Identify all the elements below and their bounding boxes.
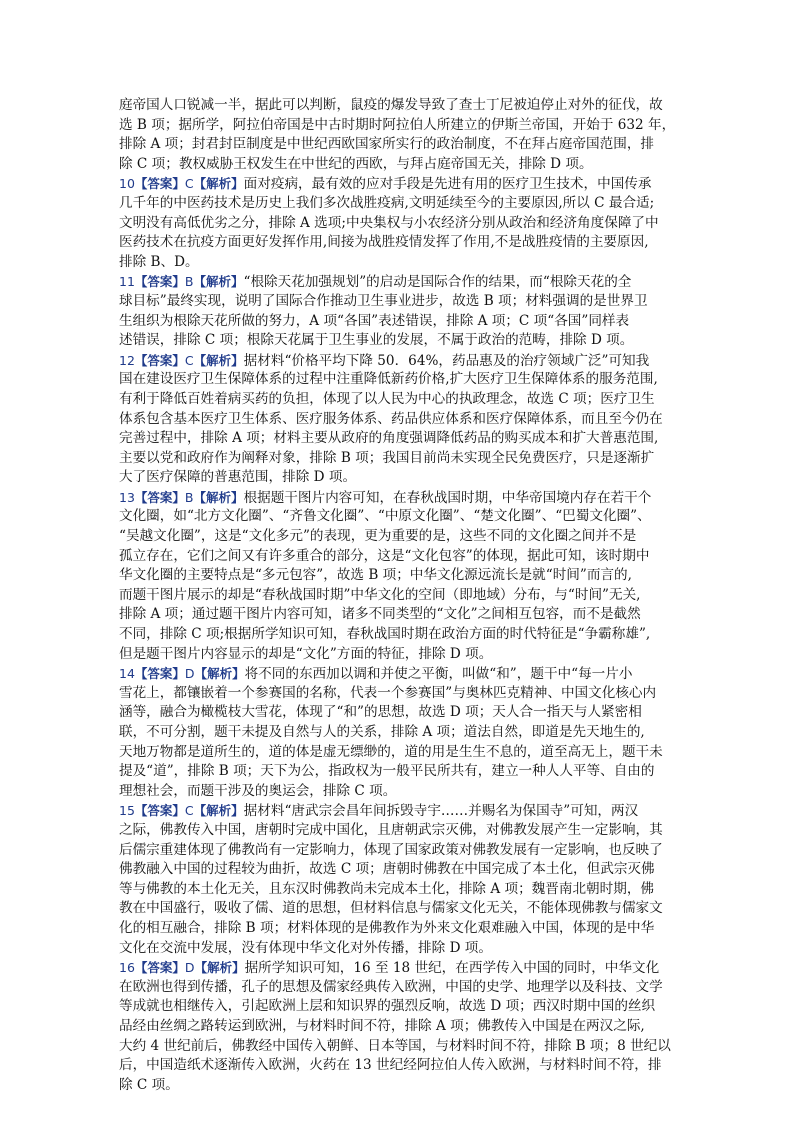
analysis-text: 面对疫病，最有效的应对手段是先进有用的医疗卫生技术，中国传承 xyxy=(243,176,652,193)
text-line: 完善过程中，排除 A 项；材料主要从政府的角度强调降低药品的购买成本和扩大普惠范围, xyxy=(119,430,659,447)
text-line: 有利于降低百姓着病买药的负担，体现了以人民为中心的执政理念，故选 C 项；医疗卫生 xyxy=(119,390,655,407)
question-number: 15 xyxy=(119,803,135,819)
question-number: 11 xyxy=(119,274,135,290)
text-line: 除 C 项。 xyxy=(119,1076,179,1093)
question-number: 14 xyxy=(119,666,135,682)
text-line: 孤立存在，它们之间又有许多重合的部分，这是“文化包容”的体现，据此可知，该时期中 xyxy=(119,547,650,564)
answer-item xyxy=(119,488,679,664)
analysis-tag: 【解析】 xyxy=(193,176,244,192)
text-line: 不同，排除 C 项;根据所学知识可知，春秋战国时期在政治方面的时代特征是“争霸称雄”, xyxy=(119,626,651,643)
question-number: 16 xyxy=(119,960,135,976)
text-line: 主要以党和政府作为阐释对象，排除 B 项；我国目前尚未实现全民免费医疗，只是逐渐扩 xyxy=(119,449,655,466)
analysis-text: 据所学知识可知，16 至 18 世纪，在西学传入中国的同时，中华文化 xyxy=(244,960,660,977)
analysis-tag: 【解析】 xyxy=(193,489,244,505)
text-line: 几千年的中医药技术是历史上我们多次战胜疫病,文明延续至今的主要原因,所以 C 最合适; xyxy=(119,194,655,211)
answer-letter: B xyxy=(184,274,194,290)
text-line: 天地万物都是道所生的，道的体是虚无缥缈的，道的用是生生不息的，道至高无上，题干未 xyxy=(119,743,663,760)
text-line: 后儒宗重建体现了佛教尚有一定影响力，体现了国家政策对佛教发展有一定影响，也反映了 xyxy=(119,841,663,858)
answer-letter: D xyxy=(184,960,195,976)
text-line: 排除 A 项；封君封臣制度是中世纪西欧国家所实行的政治制度，不在拜占庭帝国范围，排 xyxy=(119,136,655,153)
document-page xyxy=(119,96,679,1095)
answer-tag: 【答案】 xyxy=(134,176,185,192)
text-line: 之际，佛教传入中国，唐朝时完成中国化，且唐朝武宗灭佛，对佛教发展产生一定影响，其 xyxy=(119,821,663,838)
answer-item-first-line xyxy=(119,664,679,684)
analysis-text: “根除天花加强规划”的启动是国际合作的结果，而“根除天花的全 xyxy=(243,274,632,291)
text-line: 教在中国盛行，吸收了儒、道的思想，但材料信息与儒家文化无关，不能体现佛教与儒家文 xyxy=(119,900,663,917)
answer-item-first-line xyxy=(119,351,679,371)
text-line: 在欧洲也得到传播，孔子的思想及儒家经典传入欧洲，中国的史学、地理学以及科技、文学 xyxy=(119,978,663,995)
answer-tag: 【答案】 xyxy=(134,803,185,819)
analysis-tag: 【解析】 xyxy=(194,666,245,682)
analysis-text: 根据题干图片内容可知，在春秋战国时期，中华帝国境内存在若干个 xyxy=(243,489,652,506)
intro-paragraph xyxy=(119,96,679,174)
answer-item-first-line xyxy=(119,801,679,821)
text-line: 但是题干图片内容显示的却是“文化”方面的特征，排除 D 项。 xyxy=(119,645,493,662)
text-line: 医药技术在抗疫方面更好发挥作用,间接为战胜疫情发挥了作用,不是战胜疫情的主要原因, xyxy=(119,234,649,251)
answer-tag: 【答案】 xyxy=(134,960,185,976)
question-number: 10 xyxy=(119,176,135,192)
answer-tag: 【答案】 xyxy=(134,666,185,682)
question-number: 12 xyxy=(119,352,135,368)
text-line: 化的相互融合，排除 B 项；材料体现的是佛教作为外来文化艰难融入中国，体现的是中华 xyxy=(119,919,655,936)
answer-item-first-line xyxy=(119,272,679,292)
answer-item xyxy=(119,272,679,350)
analysis-tag: 【解析】 xyxy=(193,352,244,368)
text-line: 述错误，排除 C 项；根除天花属于卫生事业的发展，不属于政治的范畴，排除 D 项。 xyxy=(119,332,634,349)
text-line: 文明没有高低优劣之分，排除 A 选项;中央集权与小农经济分别从政治和经济角度保障了中 xyxy=(119,214,659,231)
text-line: 理想社会，而题干涉及的奥运会，排除 C 项。 xyxy=(119,782,397,799)
analysis-tag: 【解析】 xyxy=(194,960,245,976)
text-line: 文化在交流中发展，没有体现中华文化对外传播，排除 D 项。 xyxy=(119,939,492,956)
answer-item xyxy=(119,351,679,488)
text-line: 除 C 项；教权威胁王权发生在中世纪的西欧，与拜占庭帝国无关，排除 D 项。 xyxy=(119,155,593,172)
analysis-tag: 【解析】 xyxy=(193,274,244,290)
text-line: 等与佛教的本土化无关，且东汉时佛教尚未完成本土化，排除 A 项；魏晋南北朝时期，佛 xyxy=(119,880,655,897)
text-line: 球目标”最终实现，说明了国际合作推动卫生事业进步，故选 B 项；材料强调的是世界卫 xyxy=(119,292,648,309)
answer-letter: C xyxy=(184,176,194,192)
answer-item-first-line xyxy=(119,958,679,978)
question-number: 13 xyxy=(119,489,135,505)
text-line: 庭帝国人口锐减一半，据此可以判断，鼠疫的爆发导致了查士丁尼被迫停止对外的征伐，故 xyxy=(119,97,663,113)
answer-item-first-line xyxy=(119,174,679,194)
analysis-text: 将不同的东西加以调和并使之平衡，叫做“和”，题干中“每一片小 xyxy=(244,666,633,683)
analysis-text: 据材料“价格平均下降 50．64%，药品惠及的治疗领域广泛”可知我 xyxy=(243,352,650,369)
answer-tag: 【答案】 xyxy=(134,352,185,368)
text-line: 联，不可分割，题干未提及自然与人的关系，排除 A 项；道法自然，即道是先天地生的, xyxy=(119,724,645,740)
text-line: 文化圈，如“北方文化圈”、“齐鲁文化圈”、“中原文化圈”、“楚文化圈”、“巴蜀文化圈”、 xyxy=(119,508,651,525)
answer-letter: B xyxy=(184,489,194,505)
text-line: 佛教融入中国的过程较为曲折，故选 C 项；唐朝时佛教在中国完成了本土化，但武宗灭佛 xyxy=(119,861,655,878)
text-line: 而题干图片展示的却是“春秋战国时期”中华文化的空间（即地域）分布，与“时间”无关, xyxy=(119,586,641,603)
answer-letter: D xyxy=(184,666,195,682)
answer-item xyxy=(119,174,679,272)
answer-item-first-line xyxy=(119,488,679,508)
text-line: 等成就也相继传入，引起欧洲上层和知识界的强烈反响，故选 D 项；西汉时期中国的丝织 xyxy=(119,998,656,1015)
analysis-text: 据材料“唐武宗会昌年间拆毁寺宇……并赐名为保国寺”可知，两汉 xyxy=(243,803,639,820)
analysis-tag: 【解析】 xyxy=(193,803,244,819)
text-line: 生组织为根除天花所做的努力，A 项“各国”表述错误，排除 A 项；C 项“各国”同样表 xyxy=(119,312,630,329)
text-line: 后，中国造纸术逐渐传入欧洲，火药在 13 世纪经阿拉伯人传入欧洲，与材料时间不符，排 xyxy=(119,1057,662,1074)
text-line: 排除 B、D。 xyxy=(119,253,199,270)
text-line: “吴越文化圈”，这是“文化多元”的表现，更为重要的是，这些不同的文化圈之间并不是 xyxy=(119,528,637,545)
text-line: 排除 A 项；通过题干图片内容可知，诸多不同类型的“文化”之间相互包容，而不是截然 xyxy=(119,606,641,623)
answer-tag: 【答案】 xyxy=(134,274,185,290)
answer-letter: C xyxy=(184,352,194,368)
text-line: 品经由丝绸之路转运到欧洲，与材料时间不符，排除 A 项；佛教传入中国是在两汉之际, xyxy=(119,1017,645,1034)
answer-item xyxy=(119,801,679,958)
text-line: 提及“道”，排除 B 项；天下为公，指政权为一般平民所共有，建立一种人人平等、自由的 xyxy=(119,763,655,780)
answer-letter: C xyxy=(184,803,194,819)
text-line: 选 B 项；据所学，阿拉伯帝国是中古时期时阿拉伯人所建立的伊斯兰帝国，开始于 632 年， xyxy=(119,116,676,133)
answer-list xyxy=(119,174,679,1095)
answer-item xyxy=(119,664,679,801)
answer-tag: 【答案】 xyxy=(134,489,185,505)
text-line: 体系包含基本医疗卫生体系、医疗服务体系、药品供应体系和医疗保障体系，而且至今仍在 xyxy=(119,410,663,427)
answer-item xyxy=(119,958,679,1095)
text-line: 国在建设医疗卫生保障体系的过程中注重降低新药价格,扩大医疗卫生保障体系的服务范围, xyxy=(119,371,658,388)
text-line: 雪花上，都镶嵌着一个参赛国的名称，代表一个参赛国”与奥林匹克精神、中国文化核心内 xyxy=(119,684,657,701)
text-line: 涵等，融合为橄榄枝大雪花，体现了“和”的思想，故选 D 项；天人合一指天与人紧密相 xyxy=(119,704,642,721)
text-line: 大约 4 世纪前后，佛教经中国传入朝鲜、日本等国，与材料时间不符，排除 B 项；8 世纪以 xyxy=(119,1037,671,1054)
text-line: 大了医疗保障的普惠范围，排除 D 项。 xyxy=(119,469,357,486)
text-line: 华文化圈的主要特点是“多元包容”，故选 B 项；中华文化源远流长是就“时间”而言的, xyxy=(119,567,632,584)
